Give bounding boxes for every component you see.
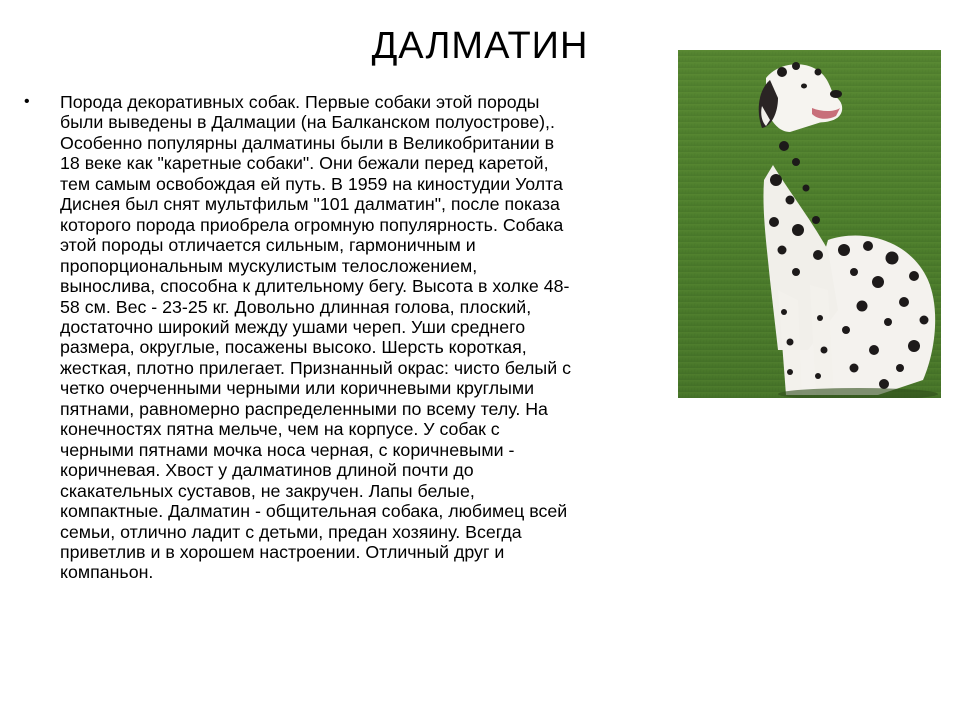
slide-title: ДАЛМАТИН — [371, 25, 589, 67]
bullet-icon: • — [24, 93, 30, 110]
content-area — [22, 92, 682, 583]
dalmatian-photo — [678, 50, 941, 398]
body-text: Порода декоративных собак. Первые собаки этой породы были выведены в Далмации (на Балканском полуострове),. Особенно популярны далматины были в Великобритании в 18 веке как "каретные собаки". Они бежали перед каретой, тем самым освобождая ей путь. В 1959 на киностудии Уолта Диснея был снят мультфильм "101 далматин", после показа которого порода приобрела огромную популярность. Собака этой породы отличается сильным, гармоничным и пропорциональным мускулистым телосложением, вынослива, способна к длительному бегу. Высота в холке 48- 58 см. Вес - 23-25 кг. Довольно длинная голова, плоский, достаточно широкий между ушами череп. Уши среднего размера, округлые, посажены высоко. Шерсть короткая, жесткая, плотно прилегает. Признанный окрас: чисто белый с четко очерченными черными или коричневыми круглыми пятнами, равномерно распределенными по всему телу. На конечностях пятна мельче, чем на корпусе. У собак с черными пятнами мочка носа черная, с коричневыми - коричневая. Хвост у далматинов длиной почти до скакательных суставов, не закручен. Лапы белые, компактные. Далматин - общительная собака, любимец всей семьи, отлично ладит с детьми, предан хозяину. Всегда приветлив и в хорошем настроении. Отличный друг и компаньон. — [60, 92, 571, 583]
